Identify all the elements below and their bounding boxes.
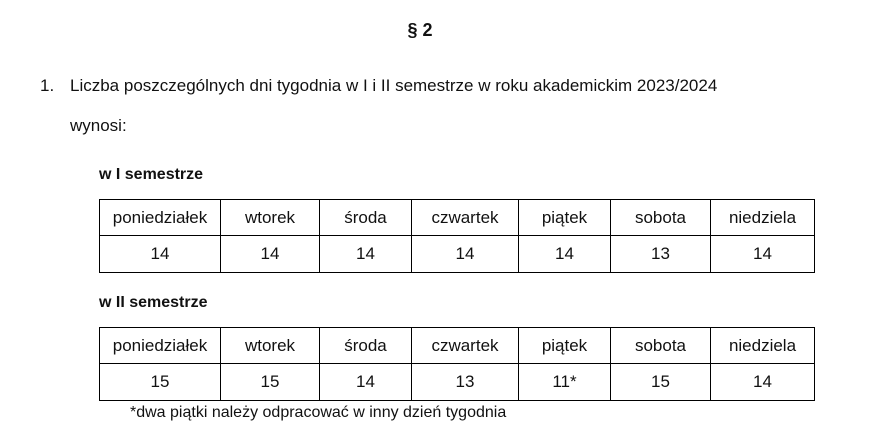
- day-header-tuesday: wtorek: [221, 200, 320, 236]
- semester-2-table: [99, 327, 815, 401]
- day-count-tuesday: 15: [221, 364, 320, 401]
- day-count-tuesday: 14: [221, 236, 320, 273]
- list-item-text-continued: wynosi:: [70, 116, 127, 135]
- footnote: *dwa piątki należy odpracować w inny dzień tygodnia: [130, 404, 507, 421]
- day-count-monday: 15: [100, 364, 221, 401]
- semester-1-title: w I semestrze: [99, 166, 204, 183]
- day-count-friday: 14: [519, 236, 611, 273]
- day-header-sunday: niedziela: [711, 328, 815, 364]
- day-header-thursday: czwartek: [412, 200, 519, 236]
- day-header-tuesday: wtorek: [221, 328, 320, 364]
- day-count-thursday: 13: [412, 364, 519, 401]
- day-count-thursday: 14: [412, 236, 519, 273]
- day-count-wednesday: 14: [320, 364, 412, 401]
- day-count-friday: 11*: [519, 364, 611, 401]
- table-header-row: [100, 200, 815, 236]
- table-row: [100, 364, 815, 401]
- day-count-wednesday: 14: [320, 236, 412, 273]
- day-count-sunday: 14: [711, 364, 815, 401]
- day-count-saturday: 15: [611, 364, 711, 401]
- table-row: [100, 236, 815, 273]
- list-item-number: 1.: [40, 76, 55, 95]
- day-count-saturday: 13: [611, 236, 711, 273]
- day-header-saturday: sobota: [611, 328, 711, 364]
- day-count-monday: 14: [100, 236, 221, 273]
- day-header-friday: piątek: [519, 200, 611, 236]
- section-heading: § 2: [407, 20, 433, 40]
- day-header-wednesday: środa: [320, 328, 412, 364]
- day-header-sunday: niedziela: [711, 200, 815, 236]
- day-header-wednesday: środa: [320, 200, 412, 236]
- day-count-sunday: 14: [711, 236, 815, 273]
- semester-1-table: [99, 199, 815, 273]
- day-header-thursday: czwartek: [412, 328, 519, 364]
- day-header-saturday: sobota: [611, 200, 711, 236]
- day-header-friday: piątek: [519, 328, 611, 364]
- day-header-monday: poniedziałek: [100, 200, 221, 236]
- day-header-monday: poniedziałek: [100, 328, 221, 364]
- semester-2-title: w II semestrze: [99, 294, 208, 311]
- table-header-row: [100, 328, 815, 364]
- list-item-text: Liczba poszczególnych dni tygodnia w I i II semestrze w roku akademickim 2023/2024: [70, 76, 718, 95]
